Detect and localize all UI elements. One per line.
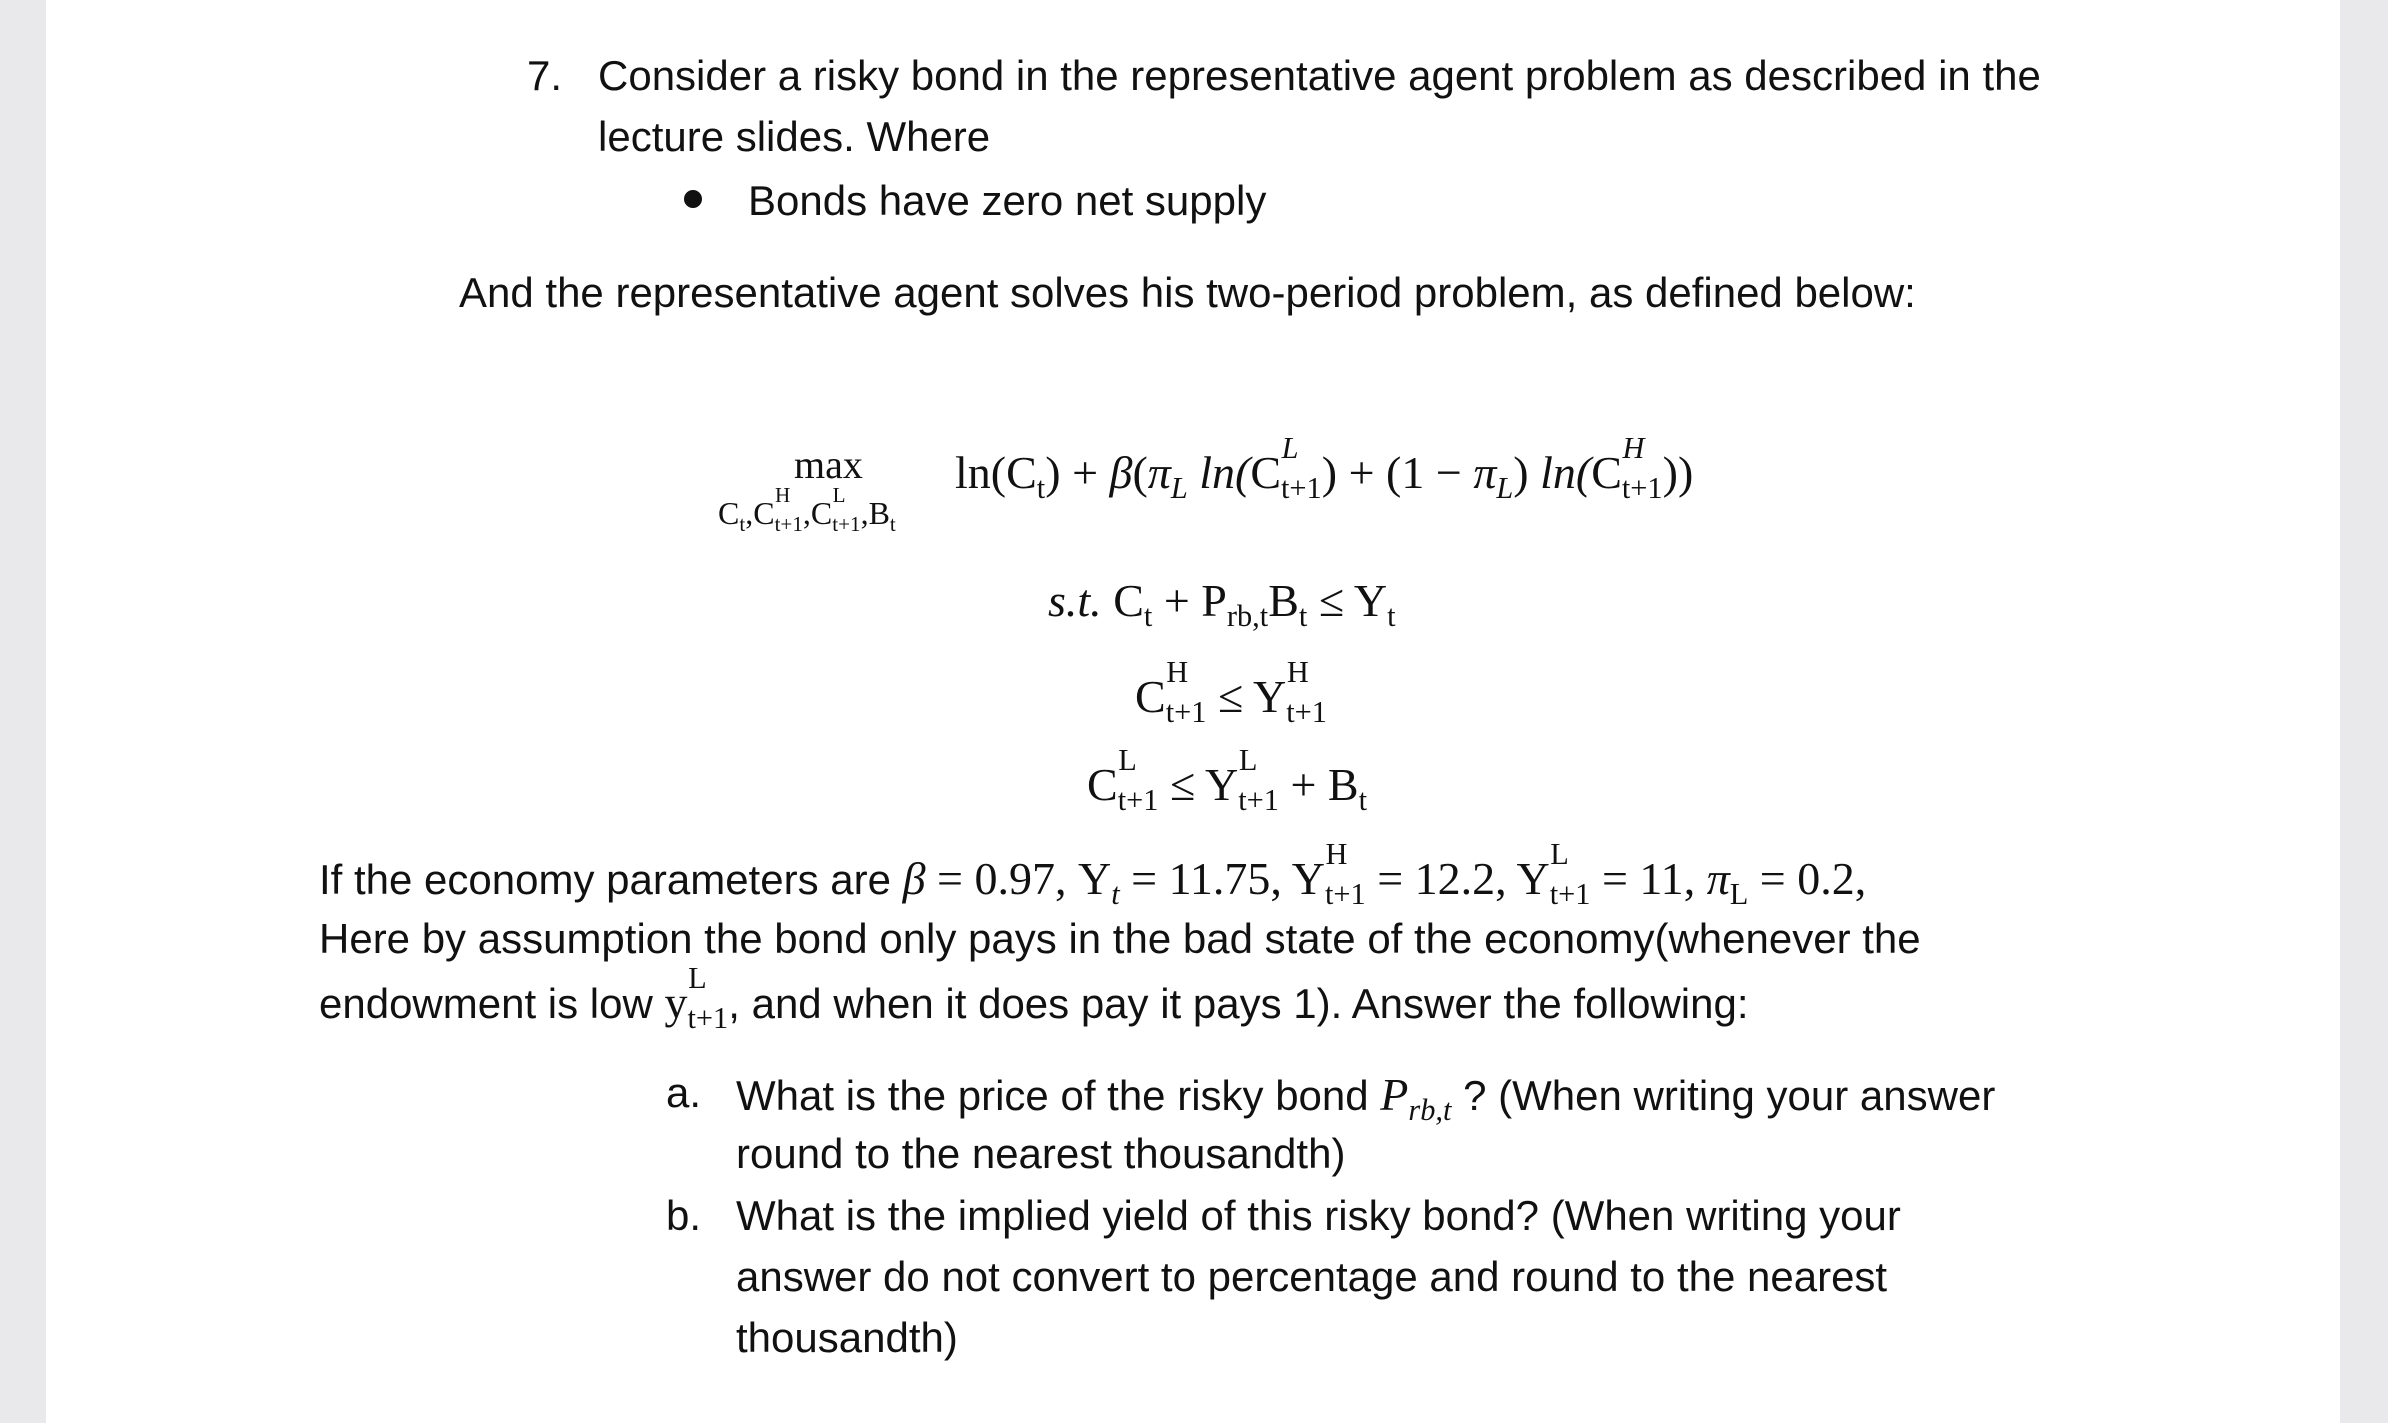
- param-yt: 11.75: [1168, 853, 1271, 904]
- param-yh: 12.2: [1414, 853, 1496, 904]
- question-number: 7.: [527, 52, 563, 99]
- question-line-1: Consider a risky bond in the representative agent problem as described in the: [598, 52, 2041, 99]
- assumption-line-2: endowment is low y L t+1, and when it does pay it pays 1). Answer the following:: [319, 961, 1749, 1036]
- bullet-text: Bonds have zero net supply: [748, 177, 1267, 224]
- part-b-marker: b.: [666, 1192, 702, 1239]
- budget-constraint-t: s.t. $C_t + P_{rb,t}B_t \le Y_t$: [1048, 575, 1396, 634]
- max-subscript-variables: $C_t,C$ H t+1,C L $t+1,B_t$: [718, 483, 896, 536]
- param-beta: 0.97: [974, 853, 1055, 904]
- part-a-line-2: round to the nearest thousandth): [736, 1130, 1346, 1177]
- param-pil: 0.2: [1797, 853, 1855, 904]
- parameters-line: If the economy parameters are β = 0.97, $Y_t = 11.75$, Y H t+1 = 12.2, Y L t+1 = 11, $\pi_L = 0.2$,: [319, 837, 1867, 912]
- part-b-line-2: answer do not convert to percentage and round to the nearest: [736, 1253, 1888, 1300]
- part-b-line-1: What is the implied yield of this risky bond? (When writing your: [736, 1192, 1901, 1239]
- param-yl: 11: [1639, 853, 1684, 904]
- bullet-dot-icon: [684, 190, 702, 208]
- max-label: max: [794, 442, 863, 487]
- budget-constraint-low-state: C L t+1 ≤ Y L $t+1 + B_t$: [1087, 743, 1368, 818]
- intro-text: And the representative agent solves his two-period problem, as defined below:: [459, 269, 1916, 316]
- budget-constraint-high-state: C H t+1 ≤ Y H t+1: [1135, 655, 1327, 730]
- part-a-line-1: What is the price of the risky bond $P_{rb,t}$ ? (When writing your answer: [736, 1069, 1996, 1128]
- objective-function: $\ln(C_t) + \beta(\pi_L$ ln(C L $t+1) + (1 - \pi_L)$ ln(C H t+1)): [955, 431, 1694, 506]
- assumption-line-1: Here by assumption the bond only pays in the bad state of the economy(whenever the: [319, 915, 1921, 962]
- part-a-marker: a.: [666, 1069, 702, 1116]
- question-line-2: lecture slides. Where: [598, 113, 991, 160]
- part-b-line-3: thousandth): [736, 1314, 958, 1361]
